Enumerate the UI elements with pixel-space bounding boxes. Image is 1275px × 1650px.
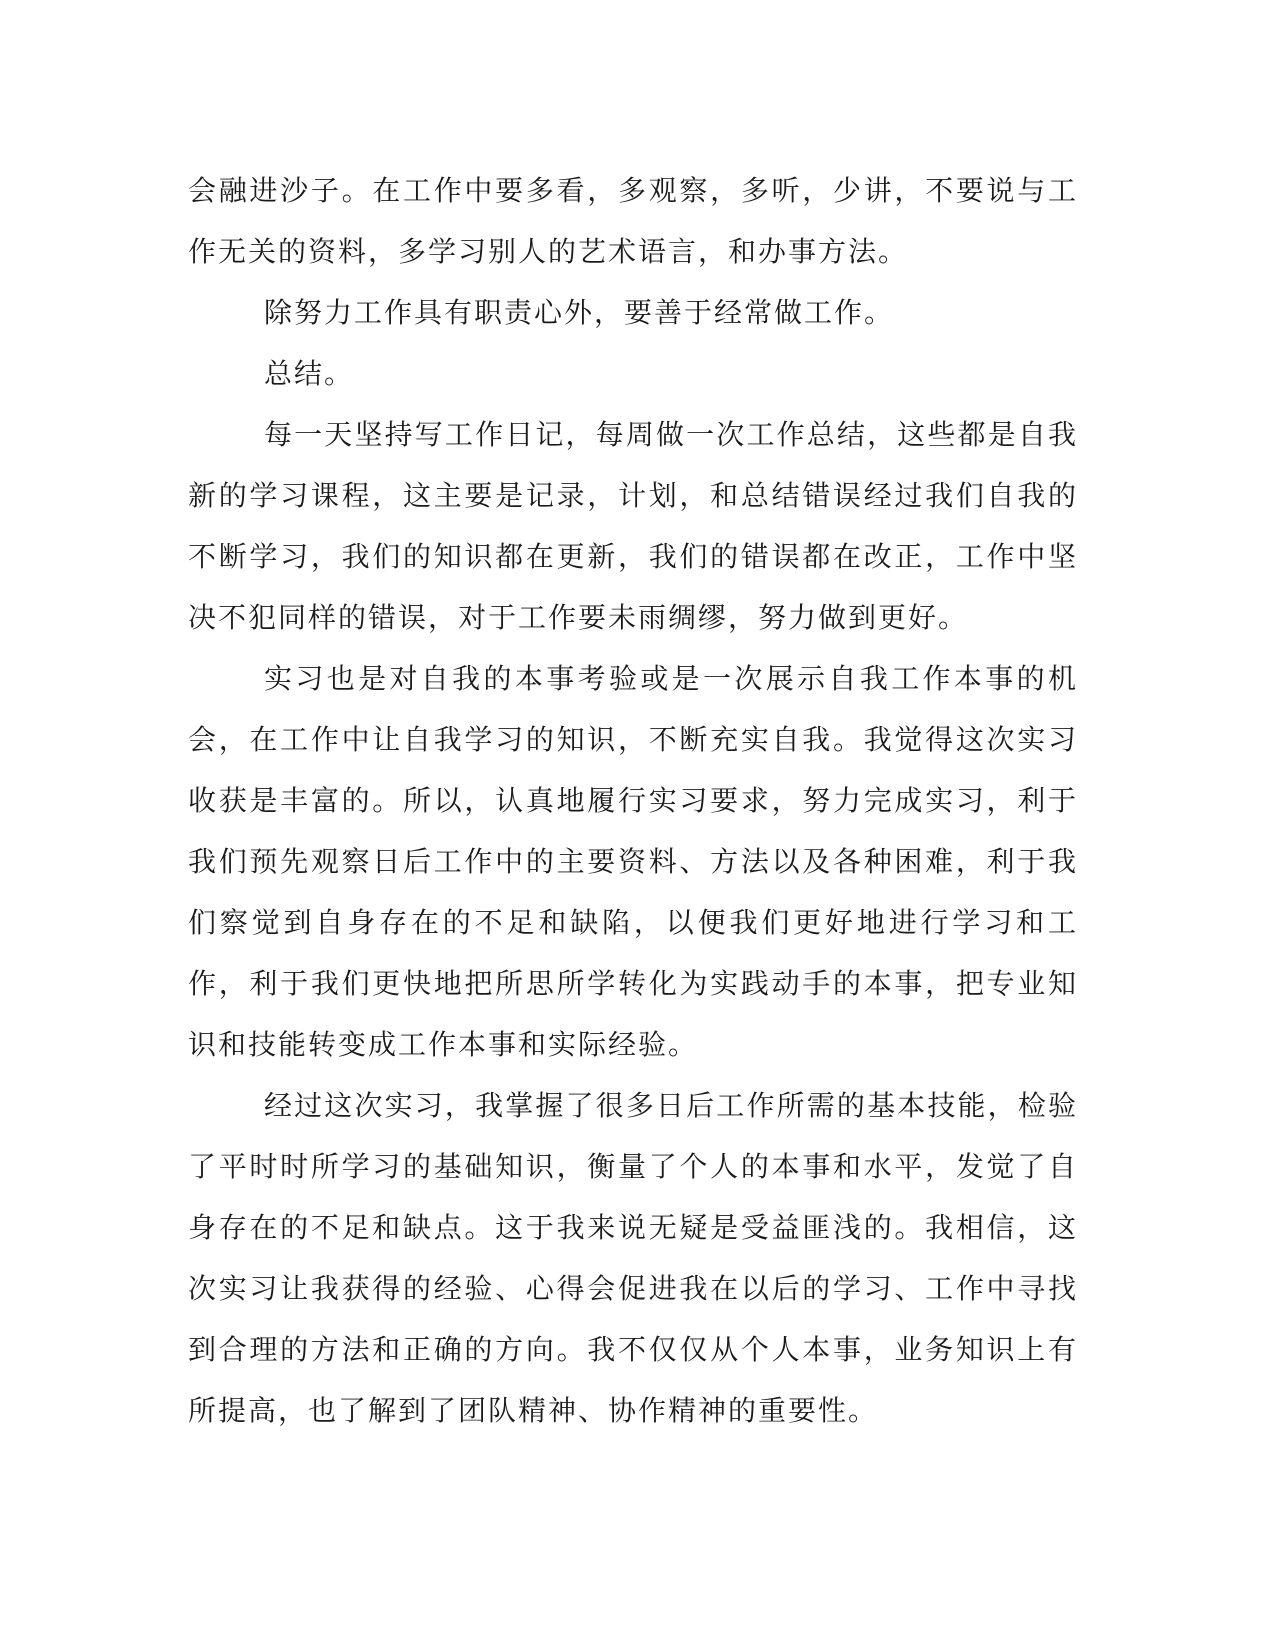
paragraph-3: 总结。 — [264, 357, 355, 390]
paragraph-2: 除努力工作具有职责心外，要善于经常做工作。 — [264, 296, 895, 329]
paragraph-5: 实习也是对自我的本事考验或是一次展示自我工作本事的机会，在工作中让自我学习的知识，不断充实自我。我觉得这次实习收获是丰富的。所以，认真地履行实习要求，努力完成实习，利于我们预先观察日后工作中的主要资料、方法以及各种困难，利于我们察觉到自身存在的不足和缺陷，以便我们更好地进行学习和工作，利于我们更快地把所思所学转化为实践动手的本事，把专业知识和技能转变成工作本事和实际经验。 — [188, 662, 1078, 1061]
paragraph-4: 每一天坚持写工作日记，每周做一次工作总结，这些都是自我新的学习课程，这主要是记录，计划，和总结错误经过我们自我的不断学习，我们的知识都在更新，我们的错误都在改正，工作中坚决不犯同样的错误，对于工作要未雨绸缪，努力做到更好。 — [188, 418, 1078, 634]
paragraph-6: 经过这次实习，我掌握了很多日后工作所需的基本技能，检验了平时时所学习的基础知识，衡量了个人的本事和水平，发觉了自身存在的不足和缺点。这于我来说无疑是受益匪浅的。我相信，这次实习让我获得的经验、心得会促进我在以后的学习、工作中寻找到合理的方法和正确的方向。我不仅仅从个人本事，业务知识上有所提高，也了解到了团队精神、协作精神的重要性。 — [188, 1089, 1078, 1427]
document-body — [188, 160, 1078, 1441]
paragraph-1: 会融进沙子。在工作中要多看，多观察，多听，少讲，不要说与工作无关的资料，多学习别人的艺术语言，和办事方法。 — [188, 174, 1078, 268]
